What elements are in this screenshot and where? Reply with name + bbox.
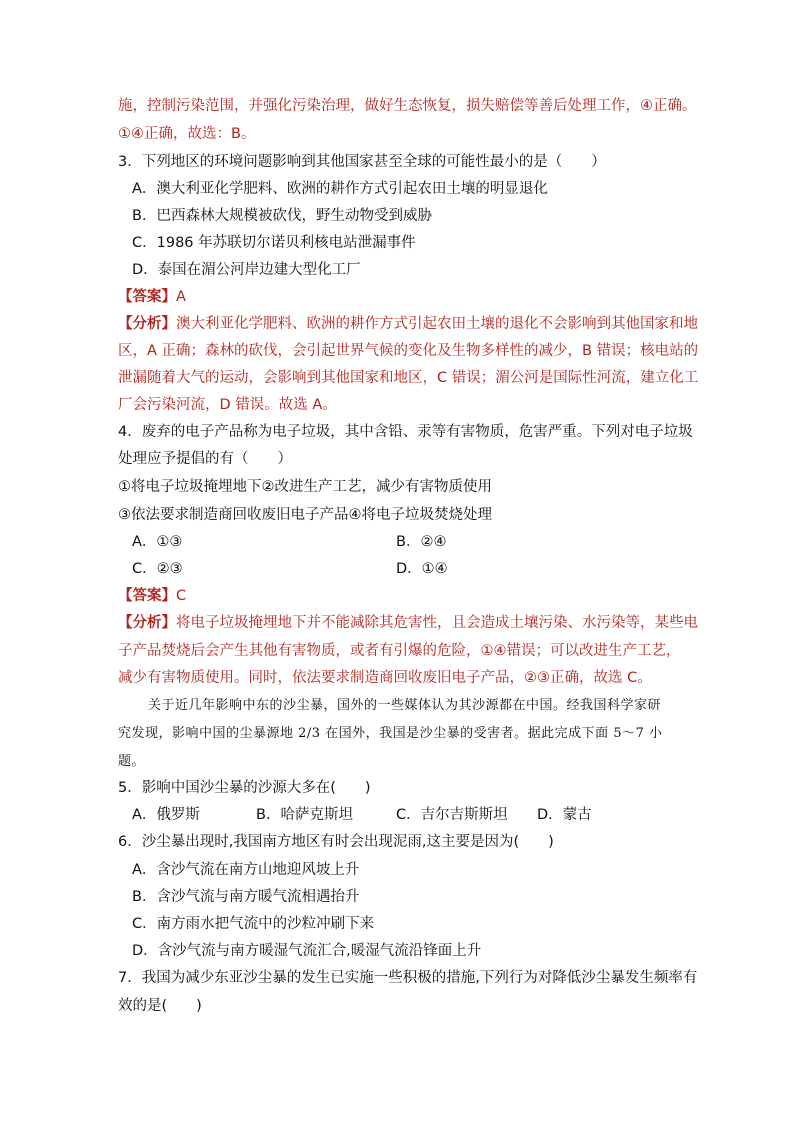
passage-intro-line-3: 题。 — [118, 754, 146, 769]
analysis-text: 澳大利亚化学肥料、欧洲的耕作方式引起农田土壤的退化不会影响到其他国家和地 — [176, 316, 698, 332]
question-5-option-b: B．哈萨克斯坦 — [256, 807, 353, 823]
question-4-option-b: B．②④ — [396, 534, 447, 550]
question-6-stem: 6．沙尘暴出现时,我国南方地区有时会出现泥雨,这主要是因为( ) — [118, 834, 554, 850]
answer-value: C — [176, 588, 187, 604]
answer-label: 【答案】 — [118, 588, 176, 604]
question-5-stem: 5．影响中国沙尘暴的沙源大多在( ) — [118, 780, 371, 796]
analysis-4-line-3: 减少有害物质使用。同时，依法要求制造商回收废旧电子产品，②③正确，故选 C。 — [118, 670, 652, 686]
prev-analysis-line-1: 施，控制污染范围，并强化污染治理，做好生态恢复，损失赔偿等善后处理工作，④正确。 — [118, 98, 697, 114]
passage-intro-line-1: 关于近几年影响中东的沙尘暴，国外的一些媒体认为其沙源都在中国。经我国科学家研 — [148, 698, 662, 713]
question-7-stem-2: 效的是( ) — [118, 998, 202, 1014]
answer-value: A — [176, 289, 186, 305]
question-5-option-c: C．吉尔吉斯斯坦 — [396, 807, 508, 823]
passage-intro-line-2: 究发现，影响中国的尘暴源地 2/3 在国外，我国是沙尘暴的受害者。据此完成下面 5～7 小 — [118, 726, 663, 741]
question-3-option-a: A．澳大利亚化学肥料、欧洲的耕作方式引起农田土壤的明显退化 — [132, 181, 548, 197]
analysis-3-line-2: 区，A 正确；森林的砍伐，会引起世界气候的变化及生物多样性的减少，B 错误；核电站的 — [118, 343, 699, 359]
question-3-option-c: C．1986 年苏联切尔诺贝利核电站泄漏事件 — [132, 235, 416, 251]
analysis-3-line-1 — [118, 314, 698, 334]
question-4-option-c: C．②③ — [132, 561, 183, 577]
prev-analysis-line-2: ①④正确，故选：B。 — [118, 126, 256, 142]
question-3-option-d: D．泰国在湄公河岸边建大型化工厂 — [132, 262, 361, 278]
question-4-statements-2: ③依法要求制造商回收废旧电子产品④将电子垃圾焚烧处理 — [118, 507, 492, 523]
question-3-option-b: B．巴西森林大规模被砍伐，野生动物受到威胁 — [132, 208, 432, 224]
analysis-4-line-1 — [118, 613, 698, 633]
question-4-stem-2: 处理应予提倡的有（ ） — [118, 451, 292, 467]
question-4-statements-1: ①将电子垃圾掩埋地下②改进生产工艺，减少有害物质使用 — [118, 479, 492, 495]
question-7-stem-1: 7．我国为减少东亚沙尘暴的发生已实施一些积极的措施,下列行为对降低沙尘暴发生频率有 — [118, 970, 698, 986]
question-4-option-d: D．①④ — [396, 561, 448, 577]
question-3-stem: 3．下列地区的环境问题影响到其他国家甚至全球的可能性最小的是（ ） — [118, 154, 606, 170]
analysis-text: 将电子垃圾掩埋地下并不能减除其危害性，且会造成土壤污染、水污染等，某些电 — [176, 615, 698, 631]
question-5-option-a: A．俄罗斯 — [132, 807, 200, 823]
analysis-3-line-3: 泄漏随着大气的运动，会影响到其他国家和地区，C 错误；湄公河是国际性河流，建立化工 — [118, 370, 699, 386]
question-4-option-a: A．①③ — [132, 534, 183, 550]
question-6-option-c: C．南方雨水把气流中的沙粒冲刷下来 — [132, 916, 375, 932]
question-6-option-b: B．含沙气流与南方暖气流相遇抬升 — [132, 889, 360, 905]
question-6-option-d: D．含沙气流与南方暖湿气流汇合,暖湿气流沿锋面上升 — [132, 943, 482, 959]
question-5-option-d: D．蒙古 — [537, 807, 592, 823]
analysis-3-line-4: 厂会污染河流，D 错误。故选 A。 — [118, 397, 337, 413]
analysis-4-line-2: 子产品焚烧后会产生其他有害物质，或者有引爆的危险，①④错误；可以改进生产工艺， — [118, 643, 681, 659]
answer-4 — [118, 586, 186, 606]
analysis-label: 【分析】 — [118, 316, 176, 332]
answer-label: 【答案】 — [118, 289, 176, 305]
question-4-stem-1: 4．废弃的电子产品称为电子垃圾，其中含铅、汞等有害物质，危害严重。下列对电子垃圾 — [118, 424, 693, 440]
answer-3 — [118, 287, 186, 307]
question-6-option-a: A．含沙气流在南方山地迎风坡上升 — [132, 862, 360, 878]
analysis-label: 【分析】 — [118, 615, 176, 631]
